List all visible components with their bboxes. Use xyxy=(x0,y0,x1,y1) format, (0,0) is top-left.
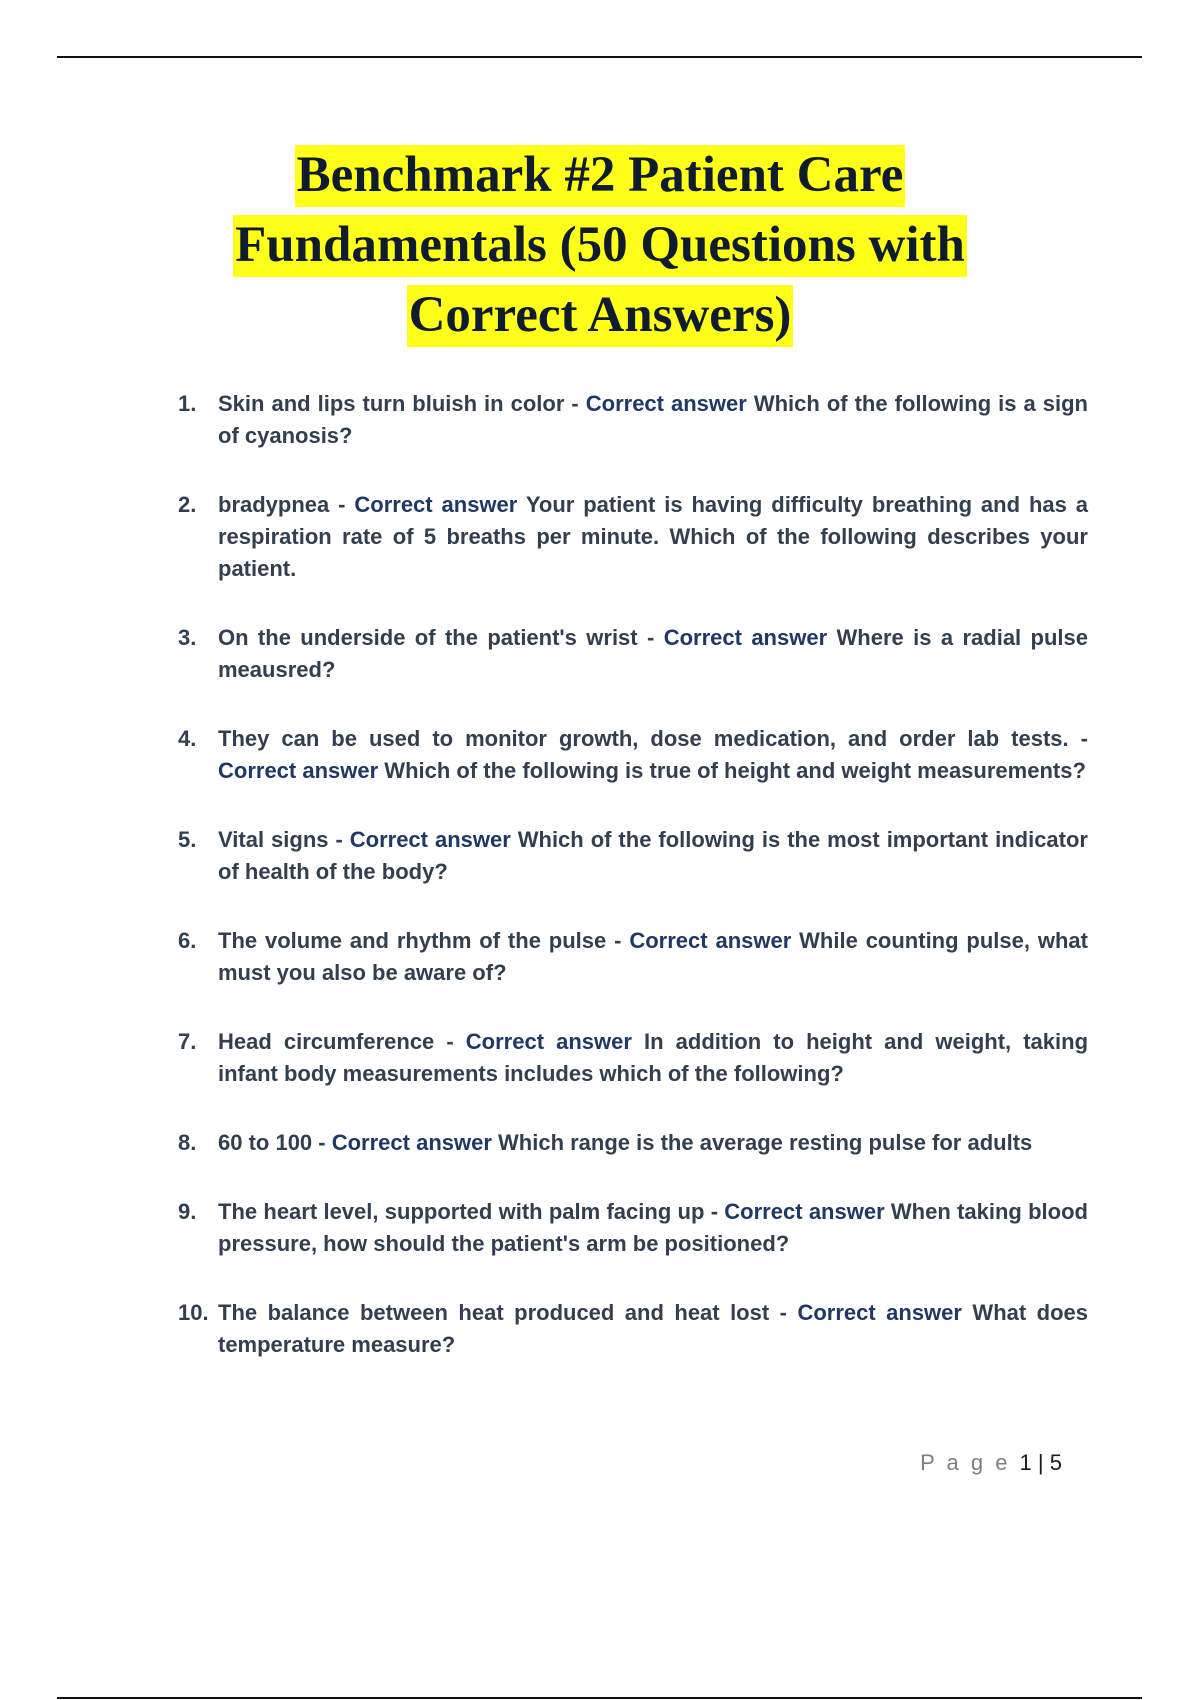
title-line-2: Fundamentals (50 Questions with xyxy=(150,210,1050,280)
item-number: 7. xyxy=(178,1029,197,1054)
item-number: 5. xyxy=(178,827,197,852)
correct-answer-label: Correct answer xyxy=(585,391,747,416)
answer-text: Vital signs - xyxy=(218,827,350,852)
list-item xyxy=(178,925,1088,989)
answer-text: Head circumference - xyxy=(218,1029,466,1054)
question-text: Where is a radial pulse meausred? xyxy=(218,625,1088,682)
list-item xyxy=(178,1026,1088,1090)
item-number: 1. xyxy=(178,391,197,416)
item-number: 9. xyxy=(178,1199,197,1224)
answer-text: The heart level, supported with palm facing up - xyxy=(218,1199,725,1224)
list-item xyxy=(178,489,1088,585)
list-item xyxy=(178,1297,1088,1361)
question-text: Your patient is having difficulty breathing and has a respiration rate of 5 breaths per minute. Which of the following describes your patient. xyxy=(218,492,1088,581)
question-text: Which of the following is a sign of cyanosis? xyxy=(218,391,1088,448)
question-text: In addition to height and weight, taking infant body measurements includes which of the following? xyxy=(218,1029,1089,1086)
correct-answer-label: Correct answer xyxy=(354,492,518,517)
answer-text: bradypnea - xyxy=(218,492,355,517)
item-number: 4. xyxy=(178,726,197,751)
question-text: What does temperature measure? xyxy=(218,1300,1088,1357)
top-rule xyxy=(57,56,1142,58)
item-number: 3. xyxy=(178,625,197,650)
correct-answer-label: Correct answer xyxy=(465,1029,632,1054)
page-current: 1 xyxy=(1019,1450,1032,1475)
page-label: P a g e xyxy=(920,1450,1020,1475)
page-separator: | xyxy=(1031,1450,1050,1475)
title-line-1: Benchmark #2 Patient Care xyxy=(150,140,1050,210)
page-footer xyxy=(920,1450,1062,1476)
list-item xyxy=(178,824,1088,888)
question-list xyxy=(178,388,1088,1398)
list-item xyxy=(178,1196,1088,1260)
answer-text: The balance between heat produced and heat lost - xyxy=(218,1300,798,1325)
list-item xyxy=(178,622,1088,686)
answer-text: 60 to 100 - xyxy=(218,1130,332,1155)
correct-answer-label: Correct answer xyxy=(629,928,792,953)
title-line-3: Correct Answers) xyxy=(150,280,1050,350)
question-text: Which range is the average resting pulse for adults xyxy=(491,1130,1033,1155)
question-text: Which of the following is true of height and weight measurements? xyxy=(378,758,1086,783)
list-item xyxy=(178,723,1088,787)
correct-answer-label: Correct answer xyxy=(663,625,828,650)
correct-answer-label: Correct answer xyxy=(797,1300,962,1325)
page-total: 5 xyxy=(1049,1450,1062,1475)
answer-text: They can be used to monitor growth, dose medication, and order lab tests. - xyxy=(218,726,1088,751)
bottom-rule xyxy=(57,1697,1142,1699)
correct-answer-label: Correct answer xyxy=(218,758,379,783)
correct-answer-label: Correct answer xyxy=(724,1199,885,1224)
answer-text: Skin and lips turn bluish in color - xyxy=(218,391,586,416)
item-number: 6. xyxy=(178,928,197,953)
answer-text: The volume and rhythm of the pulse - xyxy=(218,928,630,953)
question-text: When taking blood pressure, how should the patient's arm be positioned? xyxy=(218,1199,1088,1256)
item-number: 2. xyxy=(178,492,197,517)
question-text: While counting pulse, what must you also be aware of? xyxy=(218,928,1088,985)
correct-answer-label: Correct answer xyxy=(349,827,511,852)
question-text: Which of the following is the most important indicator of health of the body? xyxy=(218,827,1088,884)
correct-answer-label: Correct answer xyxy=(331,1130,492,1155)
document-title xyxy=(150,140,1050,350)
list-item xyxy=(178,1127,1088,1159)
list-item xyxy=(178,388,1088,452)
item-number: 8. xyxy=(178,1130,197,1155)
answer-text: On the underside of the patient's wrist - xyxy=(218,625,664,650)
item-number: 10. xyxy=(178,1300,209,1325)
